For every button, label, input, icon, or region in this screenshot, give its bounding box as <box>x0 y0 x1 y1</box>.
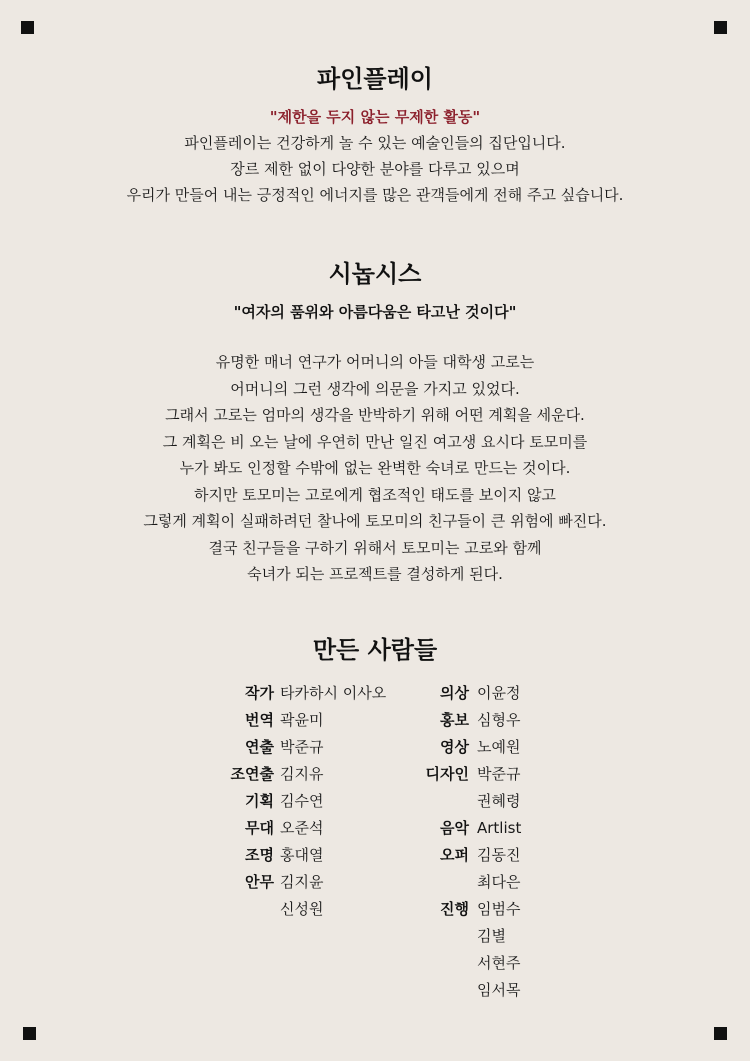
credit-name: 서현주 <box>477 954 521 972</box>
credit-row <box>0 680 750 707</box>
intro-line: 우리가 만들어 내는 긍정적인 에너지를 많은 관객들에게 전해 주고 싶습니다. <box>126 186 624 204</box>
credit-role: 진행 <box>440 900 469 918</box>
credit-row <box>0 788 750 815</box>
credit-role: 의상 <box>440 684 469 702</box>
synopsis-text <box>0 349 750 588</box>
credit-role: 디자인 <box>425 765 469 783</box>
synopsis-line: 그 계획은 비 오는 날에 우연히 만난 일진 여고생 요시다 토모미를 <box>162 432 588 451</box>
credit-role: 기획 <box>245 792 274 810</box>
synopsis-line: 그래서 고로는 엄마의 생각을 반박하기 위해 어떤 계획을 세운다. <box>165 406 585 424</box>
credit-name: 신성원 <box>280 900 324 918</box>
credit-name: 김지윤 <box>280 873 324 891</box>
credits-right-column <box>0 680 750 1004</box>
credit-role: 음악 <box>440 819 469 837</box>
credit-name: 이윤정 <box>477 684 521 702</box>
credit-role: 조연출 <box>230 765 274 783</box>
credit-role: 조명 <box>245 846 274 864</box>
intro-tagline: "제한을 두지 않는 무제한 활동" <box>269 108 481 126</box>
intro-title: 파인플레이 <box>317 65 433 93</box>
credit-row <box>0 707 750 734</box>
synopsis-line: 하지만 토모미는 고로에게 협조적인 태도를 보이지 않고 <box>194 485 556 504</box>
credit-name: 최다은 <box>477 873 521 891</box>
synopsis-line: 그렇게 계획이 실패하려던 찰나에 토모미의 친구들이 큰 위험에 빠진다. <box>143 512 607 530</box>
synopsis-tagline: "여자의 품위와 아름다움은 타고난 것이다" <box>233 303 517 321</box>
corner-mark-top-right <box>714 21 727 34</box>
credit-role: 연출 <box>245 738 274 756</box>
intro-section <box>0 62 750 208</box>
credit-row <box>0 896 750 923</box>
credit-name: 곽윤미 <box>280 711 324 729</box>
synopsis-line: 숙녀가 되는 프로젝트를 결성하게 된다. <box>247 565 503 583</box>
synopsis-section <box>0 257 750 588</box>
credit-row <box>0 869 750 896</box>
credit-name: 임서목 <box>477 981 521 999</box>
credit-name: Artlist <box>477 819 522 837</box>
intro-line: 장르 제한 없이 다양한 분야를 다루고 있으며 <box>230 160 520 178</box>
credit-role: 번역 <box>245 711 274 729</box>
credit-row <box>0 815 750 842</box>
credit-role: 영상 <box>440 738 469 756</box>
credit-role: 안무 <box>245 873 274 891</box>
credit-role: 무대 <box>245 819 274 837</box>
credit-role: 작가 <box>245 684 274 702</box>
credit-name: 김지유 <box>280 765 324 783</box>
synopsis-line: 유명한 매너 연구가 어머니의 아들 대학생 고로는 <box>215 353 535 371</box>
credit-name: 타카하시 이사오 <box>280 684 387 702</box>
credit-name: 임범수 <box>477 900 521 918</box>
credits-title: 만든 사람들 <box>312 636 438 664</box>
synopsis-title: 시놉시스 <box>328 260 422 288</box>
credit-name: 김동진 <box>477 846 521 864</box>
credit-name: 박준규 <box>280 738 324 756</box>
credit-name: 김별 <box>477 927 506 945</box>
corner-mark-top-left <box>21 21 34 34</box>
credit-name: 김수연 <box>280 792 324 810</box>
credit-name: 오준석 <box>280 819 324 837</box>
synopsis-line: 어머니의 그런 생각에 의문을 가지고 있었다. <box>230 379 520 398</box>
credits-section <box>0 633 750 667</box>
credit-name: 박준규 <box>477 765 521 783</box>
credit-name: 노예원 <box>477 738 521 756</box>
corner-mark-bottom-left <box>23 1027 36 1040</box>
credit-row <box>0 734 750 761</box>
synopsis-line: 결국 친구들을 구하기 위해서 토모미는 고로와 함께 <box>208 538 542 557</box>
corner-mark-bottom-right <box>714 1027 727 1040</box>
synopsis-line: 누가 봐도 인정할 수밖에 없는 완벽한 숙녀로 만드는 것이다. <box>179 459 571 477</box>
credit-role: 오퍼 <box>440 846 469 864</box>
credit-row <box>0 977 750 1004</box>
credit-row <box>0 761 750 788</box>
intro-line: 파인플레이는 건강하게 놀 수 있는 예술인들의 집단입니다. <box>184 134 566 152</box>
intro-text <box>0 130 750 208</box>
credit-name: 홍대열 <box>280 846 324 864</box>
credit-name: 권혜령 <box>477 792 521 810</box>
credit-name: 심형우 <box>477 711 521 729</box>
credit-row <box>0 950 750 977</box>
credit-row <box>0 842 750 869</box>
credit-row <box>0 923 750 950</box>
credit-role: 홍보 <box>440 711 469 729</box>
